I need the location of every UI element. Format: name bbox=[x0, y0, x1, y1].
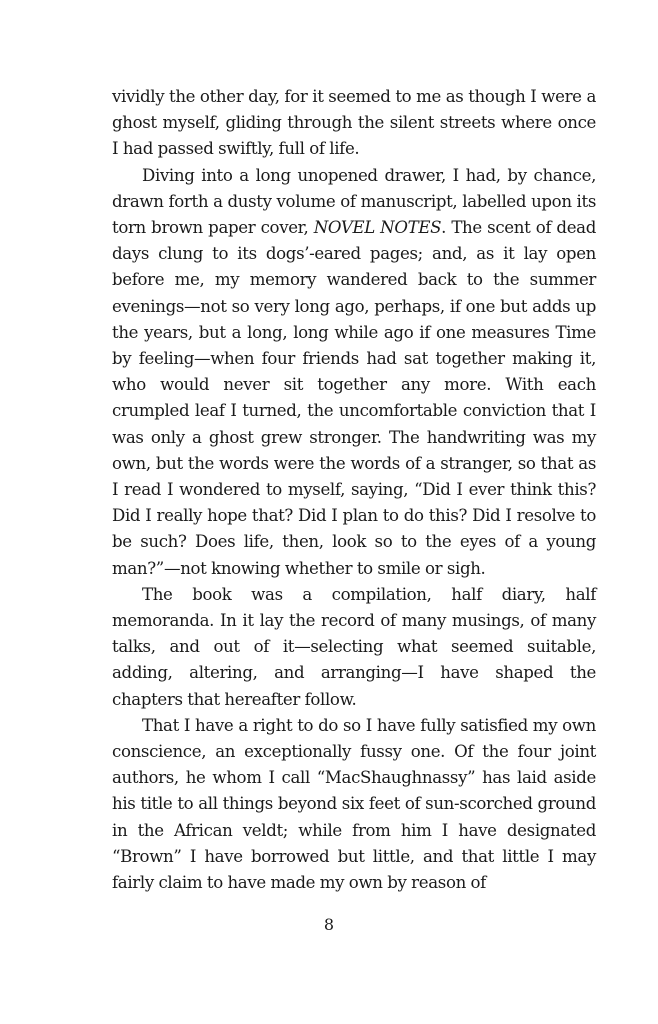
book-title-emphasis: NOVEL NOTES bbox=[313, 218, 442, 238]
paragraph-text: Diving into a long unopened drawer, I had, by chance, drawn forth a dusty volume of manuscript, labelled upon its torn brown paper cover, bbox=[112, 165, 596, 238]
paragraph-authors: That I have a right to do so I have fully satisfied my own conscience, an exceptionally fussy one. Of the four joint authors, he whom I call “MacShaughnassy” has laid aside his title to all things beyond six feet of sun-scorched ground in the African veldt; while from him I have designated “Brown” I have borrowed but little, and that little I may fairly claim to have made my own by reason of bbox=[112, 715, 596, 893]
page-body bbox=[112, 84, 596, 896]
paragraph-compilation: The book was a compilation, half diary, half memoranda. In it lay the record of many musings, of many talks, and out of it—selecting what seemed suitable, adding, altering, and arranging—I have shaped the chapters that hereafter follow. bbox=[112, 584, 596, 709]
paragraph-text: . The scent of dead days clung to its dogs’-eared pages; and, as it lay open before me, my memory wandered back to the summer evenings—not so very long ago, perhaps, if one but adds up the years, but a long, long while ago if one measures Time by feeling—when four friends had sat together making it, who would never sit together any more. With each crumpled leaf I turned, the uncomfortable conviction that I was only a ghost grew stronger. The handwriting was my own, but the words were the words of a stranger, so that as I read I wondered to myself, saying, “Did I ever think this? Did I really hope that? Did I plan to do this? Did I resolve to be such? Does life, then, look so to the eyes of a young man?”—not knowing whether to smile or sigh. bbox=[112, 218, 596, 578]
page-number: 8 bbox=[323, 915, 335, 934]
paragraph-continuation: vividly the other day, for it seemed to me as though I were a ghost myself, gliding through the silent streets where once I had passed swiftly, full of life. bbox=[112, 87, 596, 159]
paragraph-novel-notes bbox=[112, 163, 596, 582]
